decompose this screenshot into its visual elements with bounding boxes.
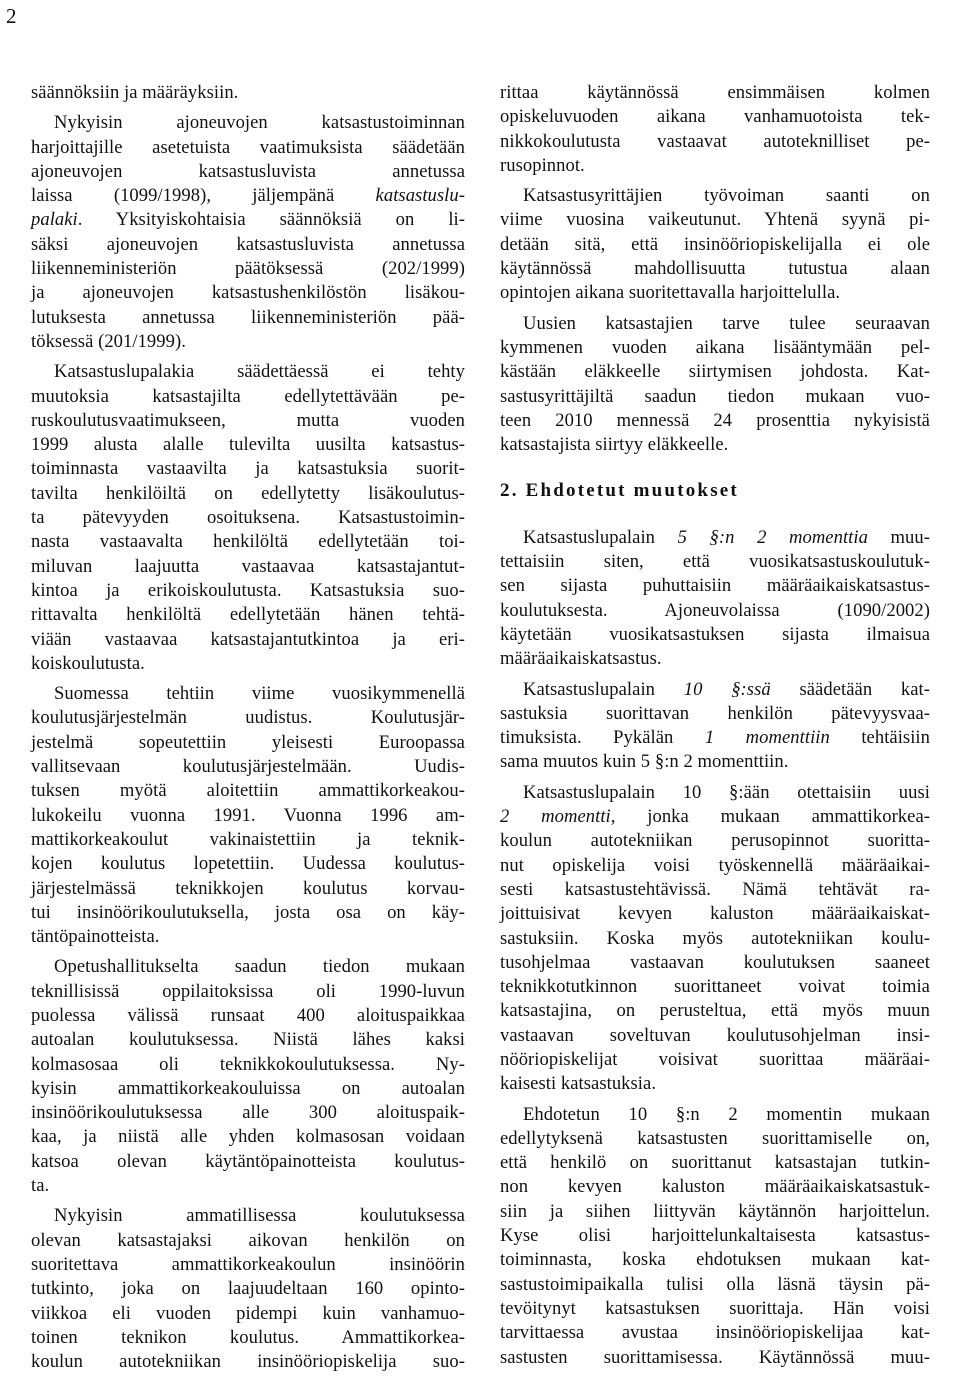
text-line: ja ajoneuvojen katsastushenkilöstön lisäkou- <box>31 282 465 304</box>
text-line: 2 momentti, jonka mukaan ammattikorkea- <box>500 806 931 828</box>
text-line: tutkinto, joka on laajuudeltaan 160 opinto- <box>31 1278 465 1300</box>
text-line: ruskoulutusvaatimukseen, mutta vuoden <box>31 409 465 431</box>
text-line: opintojen aikana suoritettavalla harjoittelulla. <box>500 282 841 304</box>
text-line: kästään eläkkeelle siirtymisen johdosta. Kat- <box>500 361 930 383</box>
text-line: katsoa olevan käytäntöpainotteista koulutus- <box>31 1150 465 1172</box>
left-column <box>31 81 465 1374</box>
text-line: puolessa välissä runsaat 400 aloituspaikkaa <box>31 1004 465 1026</box>
text-line: täntöpainotteista. <box>31 926 160 948</box>
text-line: säännöksiin ja määräyksiin. <box>31 82 239 103</box>
text-line: Katsastuslupalakia säädettäessä ei tehty <box>54 361 465 383</box>
text-line: että henkilö on suorittanut katsastajan tutkin- <box>500 1152 930 1174</box>
text-line: tuksen myötä aloitettiin ammattikorkeakou- <box>31 780 465 802</box>
text-line: teknikkotutkinnon suorittaneet voivat toimia <box>500 976 930 998</box>
text-line: tarvittaessa avustaa insinööriopiskelijaa kat- <box>500 1322 930 1344</box>
text-line: insinöörikoulutuksessa alle 300 aloituspaik- <box>31 1102 465 1124</box>
text-line: liikenneministeriön päätöksessä (202/1999) <box>31 258 465 280</box>
text-line: toiminnasta vastaavilta ja katsastuksia suorit- <box>31 458 465 480</box>
text-line: opiskeluvuoden aikana vanhamuotoista tek- <box>500 106 930 128</box>
page-number: 2 <box>6 4 17 28</box>
text-line: tui insinöörikoulutuksella, josta osa on käy- <box>31 901 465 923</box>
text-line: ta. <box>31 1175 50 1197</box>
text-line: timuksista. Pykälän 1 momenttiin tehtäisiin <box>500 727 930 749</box>
text-line: siin ja siihen liittyvän käytännön harjoittelun. <box>500 1200 930 1222</box>
text-line: 1999 alusta alalle tulevilta uusilta katsastus- <box>31 434 465 456</box>
text-line: viikkoa eli vuoden pidempi kuin vanhamuo- <box>31 1302 465 1324</box>
text-line: säksi ajoneuvojen katsastusluvista annetussa <box>31 233 465 255</box>
text-line: mattikorkeakoulut vakinaistettiin ja teknik- <box>31 828 465 850</box>
text-line: viään vastaavaa katsastajantutkintoa ja eri- <box>31 628 465 650</box>
text-line: kymmenen vuoden aikana lisääntymään pel- <box>500 336 930 358</box>
text-line: ajoneuvojen katsastusluvista annetussa <box>31 160 465 182</box>
text-line: palaki. Yksityiskohtaisia säännöksiä on li- <box>31 209 465 231</box>
text-line: koulutusjärjestelmän uudistus. Koulutusjär- <box>31 707 465 729</box>
text-line: Katsastuslupalain 10 §:ään otettaisiin uusi <box>523 781 930 803</box>
text-line: sastustoimipaikalla tulisi olla läsnä täysin pä- <box>500 1273 930 1295</box>
text-line: edellytyksenä katsastusten suorittamiselle on, <box>500 1127 930 1149</box>
text-line: kojen koulutus lopetettiin. Uudessa koulutus- <box>31 853 465 875</box>
text-line: koulun autotekniikan insinööriopiskelija suo- <box>31 1351 465 1373</box>
text-line: ta pätevyyden osoituksena. Katsastustoimin- <box>31 507 465 529</box>
text-line: toinen teknikon koulutus. Ammattikorkea- <box>31 1326 465 1348</box>
text-line: lutuksesta annetussa liikenneministeriön pää- <box>31 306 465 328</box>
text-line: Nykyisin ammatillisessa koulutuksessa <box>54 1205 465 1227</box>
text-line: kaisesti katsastuksia. <box>500 1073 657 1095</box>
text-line: katsastajina, on perusteltua, että myös muun <box>500 1000 930 1022</box>
text-line: muutoksia katsastajilta edellytettävään pe- <box>31 385 465 407</box>
section-heading: 2. Ehdotetut muutokset <box>500 480 739 502</box>
text-line: katsastajista siirtyy eläkkeelle. <box>500 434 729 456</box>
right-column <box>500 81 930 1370</box>
text-line: sastuksiin. Koska myös autotekniikan koulu- <box>500 927 930 949</box>
text-line: sen sijasta puhuttaisiin määräaikaiskatsastus- <box>500 575 930 597</box>
text-line: olevan katsastajaksi aikovan henkilön on <box>31 1229 465 1251</box>
text-line: järjestelmässä teknikkojen koulutus korvau- <box>31 877 465 899</box>
text-line: käytetään vuosikatsastuksen sijasta ilmaisua <box>500 623 930 645</box>
text-line: nasta vastaavalta henkilöltä edellytetään toi- <box>31 531 465 553</box>
text-line: suoritettava ammattikorkeakoulun insinöörin <box>31 1253 465 1275</box>
text-line: teknillisissä oppilaitoksissa oli 1990-luvun <box>31 980 465 1002</box>
text-line: rittavalta henkilöltä edellytetään hänen tehtä- <box>31 604 465 626</box>
text-line: Nykyisin ajoneuvojen katsastustoiminnan <box>54 112 465 134</box>
text-line: kolmasosaa oli teknikkokoulutuksessa. Ny- <box>31 1053 465 1075</box>
text-line: viime vuosina vaikeutunut. Yhtenä syynä pi- <box>500 209 930 231</box>
text-line: tavilta henkilöiltä on edellytetty lisäkoulutus- <box>31 482 465 504</box>
text-line: käytännössä mahdollisuutta tutustua alaan <box>500 258 930 280</box>
text-line: sesti katsastustehtävissä. Nämä tehtävät ra- <box>500 878 930 900</box>
text-line: nööriopiskelijat voisivat suorittaa määräai- <box>500 1048 930 1070</box>
text-line: rittaa käytännössä ensimmäisen kolmen <box>500 82 930 103</box>
text-line: vastaavan soveltuvan koulutusohjelman insi- <box>500 1024 930 1046</box>
text-line: koiskoulutusta. <box>31 652 145 674</box>
text-line: tevöitynyt katsastuksen suorittaja. Hän voisi <box>500 1297 930 1319</box>
text-line: Uusien katsastajien tarve tulee seuraavan <box>523 312 930 334</box>
text-line: miluvan laajuutta vastaavaa katsastajantut- <box>31 555 465 577</box>
text-line: Katsastuslupalain 5 §:n 2 momenttia muu- <box>523 526 930 548</box>
text-line: nikkokoulutusta vastaavat autoteknilliset pe- <box>500 130 930 152</box>
text-line: toiminnasta, koska ehdotuksen mukaan kat- <box>500 1249 930 1271</box>
text-line: sastusten suorittamisessa. Käytännössä muu- <box>500 1346 930 1368</box>
text-line: sastuksia suorittavan henkilön pätevyysvaa- <box>500 702 930 724</box>
text-line: koulun autotekniikan perusopinnot suoritta- <box>500 830 930 852</box>
text-line: Ehdotetun 10 §:n 2 momentin mukaan <box>523 1103 930 1125</box>
text-line: harjoittajille asetetuista vaatimuksista säädetään <box>31 136 465 158</box>
text-line: detään sitä, että insinööriopiskelijalla ei ole <box>500 233 930 255</box>
text-line: töksessä (201/1999). <box>31 330 186 352</box>
text-line: Katsastuslupalain 10 §:ssä säädetään kat- <box>523 678 931 700</box>
text-line: tusohjelmaa vastaavan koulutuksen saaneet <box>500 951 930 973</box>
text-line: Kyse olisi harjoittelunkaltaisesta katsastus- <box>500 1225 930 1247</box>
text-line: vallitsevaan koulutusjärjestelmään. Uudis- <box>31 756 465 778</box>
text-line: kyisin ammattikorkeakouluissa on autoalan <box>31 1077 465 1099</box>
text-line: Suomessa tehtiin viime vuosikymmenellä <box>54 683 465 705</box>
text-line: nut opiskelija voisi työskennellä määräaikai- <box>500 854 930 876</box>
text-line: lukokeilu vuonna 1991. Vuonna 1996 am- <box>31 804 465 826</box>
text-line: tettaisiin siten, että vuosikatsastuskoulutuk- <box>500 551 930 573</box>
text-line: jestelmä sopeutettiin yleisesti Euroopassa <box>31 731 465 753</box>
text-line: koulutuksesta. Ajoneuvolaissa (1090/2002) <box>500 599 930 621</box>
text-line: laissa (1099/1998), jäljempänä katsastuslu- <box>31 185 465 207</box>
text-line: määräaikaiskatsastus. <box>500 648 662 670</box>
text-line: sastusyrittäjiltä saadun tiedon mukaan vuo- <box>500 385 930 407</box>
text-line: autoalan koulutuksessa. Niistä lähes kaksi <box>31 1029 465 1051</box>
text-line: rusopinnot. <box>500 154 585 176</box>
text-line: non kevyen kaluston määräaikaiskatsastuk- <box>500 1176 930 1198</box>
text-line: joittuisivat kevyen kaluston määräaikaiskat- <box>500 903 930 925</box>
text-line: teen 2010 mennessä 24 prosenttia nykyisistä <box>500 409 930 431</box>
text-line: Katsastusyrittäjien työvoiman saanti on <box>523 185 930 207</box>
text-line: sama muutos kuin 5 §:n 2 momenttiin. <box>500 751 789 773</box>
text-line: kaa, ja niistä alle yhden kolmasosan voidaan <box>31 1126 465 1148</box>
text-line: Opetushallitukselta saadun tiedon mukaan <box>54 956 465 978</box>
text-line: kintoa ja erikoiskoulutusta. Katsastuksia suo- <box>31 579 465 601</box>
